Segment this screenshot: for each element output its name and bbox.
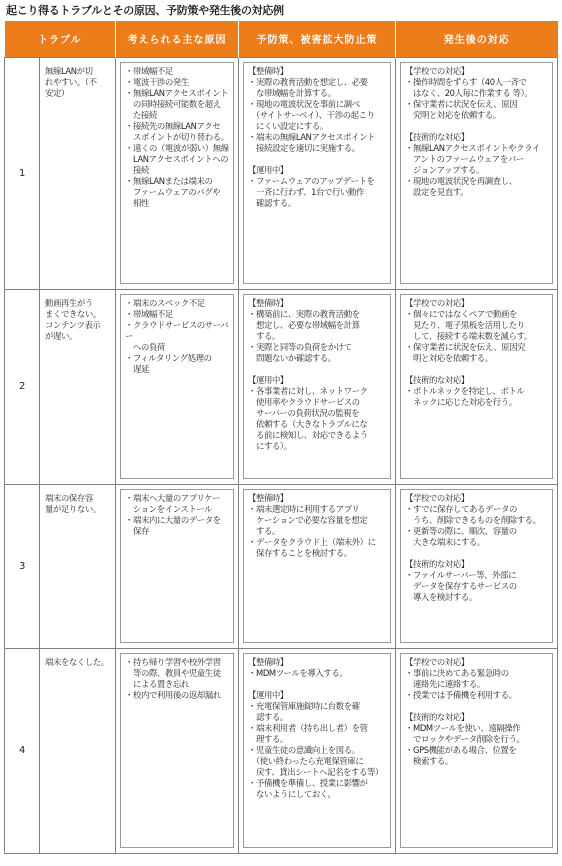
prevention-cell: [239, 57, 396, 289]
response-line: ・更新等の際に、順次、容量の: [405, 525, 517, 536]
prevention-line: ・実際と同等の負荷をかけて: [248, 341, 352, 352]
response-line: 【学校での対応】: [405, 656, 469, 667]
response-line: 【学校での対応】: [405, 297, 469, 308]
cause-line: ・電波干渉の発生: [125, 76, 189, 87]
prevention-line: ・児童生徒の意識向上を図る。: [248, 744, 360, 755]
response-group: [405, 298, 548, 364]
cause-line: による置き忘れ: [125, 678, 189, 689]
prevention-box: [243, 489, 391, 643]
trouble-line: 安定）: [45, 87, 69, 98]
prevention-group: [248, 657, 386, 679]
trouble-line: が遅い。: [45, 330, 77, 341]
cause-line: ・遠くの（電波が弱い）無線: [125, 142, 229, 153]
table-row: [5, 648, 558, 853]
cause-cell: [116, 57, 239, 289]
response-line: データを保存するサービスの: [405, 580, 517, 591]
prevention-line: 【整備時】: [248, 492, 288, 503]
prevention-line: 認する。: [248, 711, 288, 722]
trouble-cell: [40, 484, 116, 648]
cause-line: ・持ち帰り学習や校外学習: [125, 656, 221, 667]
prevention-line: 確認する。: [248, 197, 296, 208]
cause-line: への負荷: [125, 341, 165, 352]
trouble-line: 量が足りない。: [45, 503, 101, 514]
trouble-line: コンテンツ表示: [45, 319, 101, 330]
response-line: ・保守業者に状況を伝え、原因: [405, 98, 518, 109]
response-line: ・事前に決めてある緊急時の: [405, 667, 509, 678]
response-line: ・無線LANアクセスポイントやクライ: [405, 142, 540, 153]
cause-line: 等の際、教員や児童生徒: [125, 667, 221, 678]
prevention-line: ・端末選定時に利用するアプリ: [248, 503, 360, 514]
response-box: [400, 489, 553, 643]
prevention-line: ・現地の電波状況を事前に調べ: [248, 98, 360, 109]
response-line: ・現地の電波状況を再調査し、: [405, 175, 517, 186]
prevention-line: る前に検知し、対応できるよう: [248, 429, 368, 440]
cause-line: ションをインストール: [125, 503, 213, 514]
cause-line: LANアクセスポイントへの: [125, 153, 229, 164]
trouble-cell: [40, 289, 116, 484]
response-group: [405, 375, 548, 408]
prevention-line: 【整備時】: [248, 297, 288, 308]
response-box: [400, 653, 553, 848]
cause-line: た接続: [125, 109, 157, 120]
prevention-line: ないようにしておく。: [248, 788, 336, 799]
cause-box: [120, 62, 234, 284]
response-line: 連絡先に連絡する。: [405, 678, 485, 689]
prevention-line: 接続設定を適切に実施する。: [248, 142, 360, 153]
response-box: [400, 62, 553, 284]
response-line: ・保守業者に状況を伝え、原因究: [405, 341, 526, 352]
prevention-line: する。: [248, 525, 280, 536]
header-causes: 考えられる主な原因: [116, 21, 239, 57]
prevention-line: ・構築前に、実際の教育活動を: [248, 308, 360, 319]
row-number: 4: [5, 648, 40, 853]
prevention-line: する。: [248, 330, 280, 341]
trouble-line: 端末の保存容: [45, 492, 93, 503]
cause-line: ・校内で利用後の返却漏れ: [125, 689, 221, 700]
response-line: 明と対応を依頼する。: [405, 352, 493, 363]
cause-group: [125, 66, 229, 209]
prevention-line: 想定し、必要な帯域幅を計算: [248, 319, 360, 330]
response-line: して、接続する端末数を減らす。: [405, 330, 532, 341]
response-line: 【技術的な対応】: [405, 374, 469, 385]
prevention-line: （サイトサーベイ）、干渉の起こり: [248, 109, 375, 120]
cause-box: [120, 489, 234, 643]
response-line: ジョンアップする。: [405, 164, 485, 175]
prevention-line: 問題ないか確認する。: [248, 352, 336, 363]
cause-line: ・帯域幅不足: [125, 65, 173, 76]
prevention-line: 使用率やクラウドサービスの: [248, 396, 360, 407]
cause-line: の同時接続可能数を超え: [125, 98, 221, 109]
response-cell: [396, 648, 558, 853]
cause-group: [125, 657, 229, 701]
prevention-line: ・予備機を準備し、授業に影響が: [248, 777, 368, 788]
prevention-line: ・端末利用者（持ち出し者）を管: [248, 722, 368, 733]
response-group: [405, 559, 548, 603]
response-line: ・GPS機能がある場合、位置を: [405, 744, 517, 755]
trouble-cell: [40, 648, 116, 853]
cause-cell: [116, 484, 239, 648]
response-line: アントのファームウェアをバー: [405, 153, 524, 164]
prevention-line: にくい設定にする。: [248, 120, 328, 131]
response-group: [405, 712, 548, 767]
prevention-group: [248, 66, 386, 154]
response-line: ・個々にではなくペアで動画を: [405, 308, 517, 319]
cause-line: ・端末内に大量のデータを: [125, 514, 221, 525]
header-trouble: トラブル: [5, 21, 116, 57]
header-response: 発生後の対応: [396, 21, 558, 57]
response-line: 【技術的な対応】: [405, 131, 469, 142]
prevention-line: 【整備時】: [248, 656, 288, 667]
cause-line: ・端末へ大量のアプリケー: [125, 492, 221, 503]
prevention-box: [243, 653, 391, 848]
prevention-line: 【運用中】: [248, 374, 288, 385]
response-line: ・ファイルサーバー等、外部に: [405, 569, 517, 580]
trouble-line: まくできない。: [45, 308, 101, 319]
cause-line: ファームウェアのバグや: [125, 186, 221, 197]
prevention-line: ・ファームウェアのアップデートを: [248, 175, 375, 186]
prevention-group: [248, 690, 386, 800]
prevention-line: 【運用中】: [248, 689, 288, 700]
cause-line: 接続: [125, 164, 149, 175]
cause-cell: [116, 648, 239, 853]
trouble-cell: [40, 57, 116, 289]
row-number: 3: [5, 484, 40, 648]
prevention-line: 一斉に行わず、1台で行い動作: [248, 186, 364, 197]
prevention-line: にする）。: [248, 440, 292, 451]
cause-box: [120, 294, 234, 479]
header-prevention: 予防策、被害拡大防止策: [239, 21, 396, 57]
table-body: [5, 57, 558, 853]
response-line: でロックやデータ削除を行う。: [405, 733, 525, 744]
response-line: 【技術的な対応】: [405, 558, 469, 569]
response-line: 【学校での対応】: [405, 65, 469, 76]
cause-line: ・フィルタリング処理の: [125, 352, 212, 363]
prevention-line: 【運用中】: [248, 164, 288, 175]
cause-line: スポイントが切り替わる。: [125, 131, 229, 142]
prevention-line: ケーションで必要な容量を想定: [248, 514, 368, 525]
trouble-line: 動画再生がう: [45, 297, 93, 308]
prevention-line: ・データをクラウド上（端末外）に: [248, 536, 376, 547]
prevention-line: 依頼する（大きなトラブルにな: [248, 418, 368, 429]
cause-line: ・帯域幅不足: [125, 308, 173, 319]
prevention-line: サーバーの負荷状況の監視を: [248, 407, 360, 418]
document-title: 起こり得るトラブルとその原因、予防策や発生後の対応例: [6, 4, 284, 17]
prevention-group: [248, 298, 386, 364]
response-line: ・授業では予備機を利用する。: [405, 689, 517, 700]
response-cell: [396, 484, 558, 648]
cause-group: [125, 298, 229, 375]
cause-group: [125, 493, 229, 537]
response-group: [405, 66, 548, 121]
response-line: 導入を検討する。: [405, 591, 477, 602]
response-group: [405, 132, 548, 198]
cause-line: 保存: [125, 525, 149, 536]
response-cell: [396, 289, 558, 484]
response-line: ・MDMツールを使い、遠隔操作: [405, 722, 521, 733]
prevention-line: な帯域幅を計算する。: [248, 87, 336, 98]
table-row: [5, 484, 558, 648]
response-box: [400, 294, 553, 479]
trouble-line: 端末をなくした。: [45, 656, 109, 667]
response-line: 【学校での対応】: [405, 492, 469, 503]
table-row: [5, 57, 558, 289]
response-line: 検索する。: [405, 755, 453, 766]
response-line: 究明と対応を依頼する。: [405, 109, 501, 120]
prevention-cell: [239, 484, 396, 648]
response-line: ・ボトルネックを特定し、ボトル: [405, 385, 525, 396]
prevention-cell: [239, 648, 396, 853]
prevention-line: ・各事業者に対し、ネットワーク: [248, 385, 368, 396]
prevention-line: 戻す、貸出シートへ記名をする等）: [248, 766, 383, 777]
cause-line: ・接続先の無線LANアクセ: [125, 120, 221, 131]
prevention-line: ・充電保管庫施錠時に台数を確: [248, 700, 360, 711]
cause-line: ・無線LANまたは端末の: [125, 175, 213, 186]
cause-line: 相性: [125, 197, 149, 208]
prevention-line: （使い終わったら充電保管庫に: [248, 755, 364, 766]
prevention-group: [248, 493, 386, 559]
cause-line: ・端末のスペック不足: [125, 297, 205, 308]
table-header-row: [5, 21, 558, 57]
trouble-line: れやすい。（不: [45, 76, 97, 87]
response-line: うち、削除できるものを削除する。: [405, 514, 541, 525]
prevention-box: [243, 62, 391, 284]
response-line: 大きな端末にする。: [405, 536, 485, 547]
response-line: ・操作時間をずらす（40人一斉で: [405, 76, 527, 87]
prevention-box: [243, 294, 391, 479]
prevention-line: 理する。: [248, 733, 288, 744]
response-line: 見たり、電子黒板を活用したり: [405, 319, 525, 330]
prevention-line: ・MDMツールを導入する。: [248, 667, 348, 678]
response-line: 設定を見直す。: [405, 186, 469, 197]
cause-line: 遅延: [125, 363, 149, 374]
response-line: ・すでに保存してあるデータの: [405, 503, 517, 514]
cause-box: [120, 653, 234, 848]
response-line: ネックに応じた対応を行う。: [405, 396, 517, 407]
response-line: はなく、20人毎に作業する 等）。: [405, 87, 533, 98]
row-number: 1: [5, 57, 40, 289]
prevention-line: ・端末の無線LANアクセスポイント: [248, 131, 376, 142]
prevention-group: [248, 375, 386, 452]
cause-cell: [116, 289, 239, 484]
cause-line: ・クラウドサービスのサーバー: [125, 319, 229, 341]
prevention-line: 【整備時】: [248, 65, 288, 76]
response-line: 【技術的な対応】: [405, 711, 469, 722]
prevention-group: [248, 165, 386, 209]
prevention-line: ・実際の教育活動を想定し、必要: [248, 76, 368, 87]
row-number: 2: [5, 289, 40, 484]
trouble-table: [4, 21, 558, 854]
prevention-cell: [239, 289, 396, 484]
response-group: [405, 493, 548, 548]
cause-line: ・無線LANアクセスポイント: [125, 87, 229, 98]
response-group: [405, 657, 548, 701]
table-row: [5, 289, 558, 484]
prevention-line: 保存することを検討する。: [248, 547, 352, 558]
response-cell: [396, 57, 558, 289]
trouble-line: 無線LANが切: [45, 65, 93, 76]
